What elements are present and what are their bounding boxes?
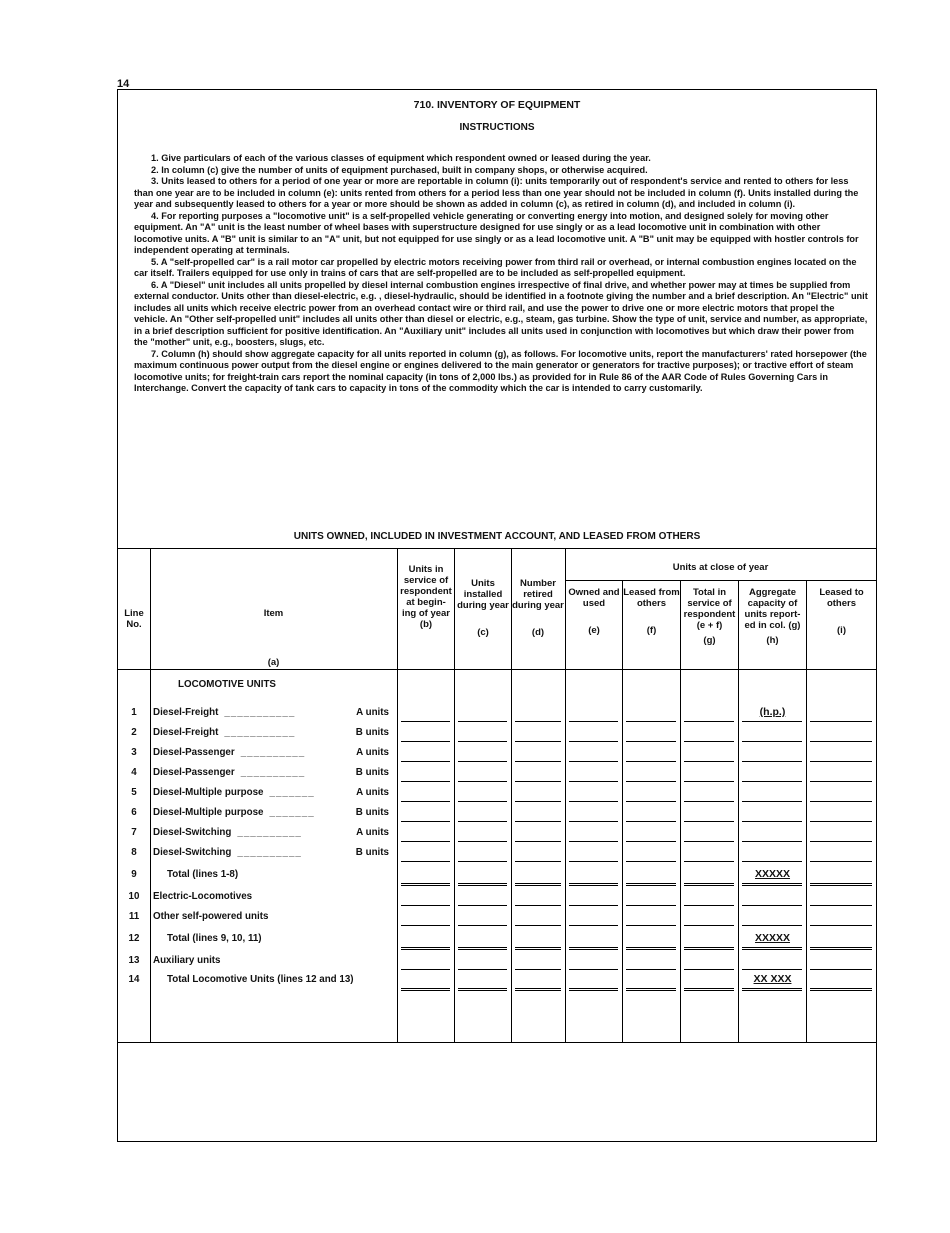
row-leader-dashes: __________ [237,827,302,838]
instruction-3: 3. Units leased to others for a period of one year or more are reportable in column (i): units temporarily out of respondent's service and rented to others for less than one year are to be included in column (e): units rented from others for a period less than one year should not be included in column (f). Units installed during the year and subsequently leased to others for a year or more should be shown as added in column (c), as retired in column (d), and included in column (i). [134,176,859,209]
entry-blank-col-d[interactable] [515,947,561,950]
entry-blank-col-g[interactable] [684,905,734,906]
row-leader-dashes: _______ [269,787,315,798]
col-h-annotation: XX XXX [753,973,792,985]
entry-blank-col-d[interactable] [515,861,561,862]
table-top-rule [118,548,876,549]
row-item-name: Diesel-Freight [153,727,219,738]
entry-blank-col-f[interactable] [626,781,676,782]
entry-blank-col-e[interactable] [569,781,618,782]
entry-blank-col-h[interactable] [742,781,802,782]
row-leader-dashes: ___________ [224,707,296,718]
entry-blank-col-b[interactable] [401,988,450,991]
entry-blank-col-f[interactable] [626,841,676,842]
entry-blank-col-b[interactable] [401,721,450,722]
col-h-annotation: XXXXX [754,868,791,880]
entry-blank-col-g[interactable] [684,781,734,782]
col-h-annotation: XXXXX [754,932,791,944]
entry-blank-col-f[interactable] [626,821,676,822]
entry-blank-col-f[interactable] [626,988,676,991]
entry-blank-col-h[interactable] [742,969,802,970]
entry-blank-col-g[interactable] [684,801,734,802]
header-col-b-label: Units in service of respondent at begin- ing of year [400,564,452,619]
instruction-1: 1. Give particulars of each of the various classes of equipment which respondent owned or leased during the year. [151,153,651,163]
entry-blank-col-c[interactable] [458,821,507,822]
entry-blank-col-i[interactable] [810,905,872,906]
entry-blank-col-g[interactable] [684,925,734,926]
entry-blank-col-d[interactable] [515,883,561,886]
entry-blank-col-h[interactable] [742,721,802,722]
row-leader-dashes: _______ [269,807,315,818]
instruction-4: 4. For reporting purposes a "locomotive unit" is a self-propelled vehicle generating or converting energy into motion, and designed solely for moving other equipment. An "A" unit is the least number of wheel bases with superstructure designed for use singly or as a lead locomotive unit in combination with other locomotive units. A "B" unit is similar to an "A" unit, but not equipped for use singly or as a lead locomotive unit. A "B" unit may be equipped with hostler controls for independent operating at terminals. [134,210,859,255]
entry-blank-col-d[interactable] [515,721,561,722]
row-unit-type: A units [356,747,389,758]
entry-blank-col-i[interactable] [810,925,872,926]
header-col-i-letter: (i) [837,625,846,636]
header-col-b-letter: (b) [419,619,433,630]
entry-blank-col-b[interactable] [401,841,450,842]
entry-blank-col-b[interactable] [401,905,450,906]
row-leader-dashes: __________ [240,747,306,758]
row-item-label [153,807,389,818]
row-line-number: 11 [128,911,140,922]
header-col-i-label: Leased to others [819,587,864,609]
entry-blank-col-c[interactable] [458,883,507,886]
group-header-rule [565,580,876,581]
header-item-letter: (a) [267,657,280,668]
row-item-label [153,787,389,798]
entry-blank-col-d[interactable] [515,925,561,926]
entry-blank-col-e[interactable] [569,721,618,722]
col-divider-e [622,580,623,1042]
instruction-5: 5. A "self-propelled car" is a rail motor car propelled by electric motors receiving power from third rail or overhead, or internal combustion engines located on the car itself. Trailers equipped for use only in trains of cars that are self-propelled are to be included as self-propelled equipment. [134,256,857,278]
entry-blank-col-h[interactable] [742,883,802,886]
row-line-number: 13 [128,955,140,966]
entry-blank-col-b[interactable] [401,969,450,970]
entry-blank-col-g[interactable] [684,883,734,886]
row-unit-type: B units [355,727,389,738]
col-divider-f [680,580,681,1042]
entry-blank-col-b[interactable] [401,781,450,782]
row-unit-type: B units [355,767,389,778]
section-heading-locomotive-units: LOCOMOTIVE UNITS [178,679,276,690]
entry-blank-col-i[interactable] [810,741,872,742]
entry-blank-col-h[interactable] [742,988,802,991]
header-col-b [399,564,453,630]
entry-blank-col-g[interactable] [684,741,734,742]
row-unit-type: A units [356,787,389,798]
row-item-label: Total Locomotive Units (lines 12 and 13) [167,974,354,985]
entry-blank-col-c[interactable] [458,925,507,926]
row-item-label [153,707,389,718]
entry-blank-col-f[interactable] [626,721,676,722]
header-col-d-label: Number retired during year [512,578,564,611]
entry-blank-col-g[interactable] [684,821,734,822]
header-col-i [807,587,876,636]
entry-blank-col-e[interactable] [569,969,618,970]
entry-blank-col-i[interactable] [810,781,872,782]
entry-blank-col-c[interactable] [458,741,507,742]
header-col-e-label: Owned and used [568,587,620,609]
entry-blank-col-d[interactable] [515,841,561,842]
entry-blank-col-i[interactable] [810,801,872,802]
entry-blank-col-e[interactable] [569,988,618,991]
page-number: 14 [117,78,130,90]
header-col-c-letter: (c) [477,627,489,638]
entry-blank-col-c[interactable] [458,761,507,762]
entry-blank-col-e[interactable] [569,741,618,742]
entry-blank-col-e[interactable] [569,761,618,762]
row-line-number: 1 [131,707,137,718]
entry-blank-col-d[interactable] [515,741,561,742]
header-item-label: Item [263,608,284,619]
entry-blank-col-b[interactable] [401,741,450,742]
entry-blank-col-f[interactable] [626,801,676,802]
entry-blank-col-f[interactable] [626,905,676,906]
entry-blank-col-i[interactable] [810,821,872,822]
entry-blank-col-d[interactable] [515,781,561,782]
col-h-annotation: (h.p.) [759,706,786,718]
entry-blank-col-c[interactable] [458,988,507,991]
row-item-label [153,827,389,838]
row-item-label [153,727,389,738]
col-divider-b [454,548,455,1042]
header-col-g [681,587,738,646]
entry-blank-col-c[interactable] [458,781,507,782]
row-item-label: Total (lines 9, 10, 11) [167,933,262,944]
header-col-c-label: Units installed during year [457,578,509,611]
row-line-number: 14 [128,974,140,985]
entry-blank-col-d[interactable] [515,988,561,991]
entry-blank-col-f[interactable] [626,883,676,886]
row-line-number: 5 [131,787,137,798]
row-item-label: Total (lines 1-8) [167,869,239,880]
header-col-f-letter: (f) [646,625,657,636]
instruction-6: 6. A "Diesel" unit includes all units propelled by diesel internal combustion engines irrespective of final drive, and whether power may at times be supplied from external conductor. Units other than diesel-electric, e.g. , diesel-hydraulic, should be identified in a footnote giving the number and a brief description. An "Electric" unit includes all units which receive electric power from an overhead contact wire or third rail, and use the power to drive one or more electric motors that propel the vehicle. An "Other self-propelled unit" includes all units other than diesel or electric, e.g., steam, gas turbine. Show the type of unit, service and number, as appropriate, in a brief description sufficient for positive identification. An "Auxiliary unit" includes all units used in conjunction with locomotives but which draw their power from the "mother" unit, e.g., boosters, slugs, etc. [134,279,868,347]
table-bottom-rule [118,1042,876,1043]
header-col-c [456,578,510,638]
entry-blank-col-g[interactable] [684,721,734,722]
row-item-name: Diesel-Switching [153,847,232,858]
entry-blank-col-h[interactable] [742,841,802,842]
row-item-name: Diesel-Passenger [153,767,235,778]
entry-blank-col-d[interactable] [515,969,561,970]
table-caption: UNITS OWNED, INCLUDED IN INVESTMENT ACCOUNT, AND LEASED FROM OTHERS [293,531,701,542]
entry-blank-col-i[interactable] [810,841,872,842]
entry-blank-col-g[interactable] [684,861,734,862]
entry-blank-col-d[interactable] [515,761,561,762]
entry-blank-col-d[interactable] [515,905,561,906]
row-line-number: 7 [131,827,137,838]
row-item-name: Diesel-Freight [153,707,219,718]
entry-blank-col-i[interactable] [810,883,872,886]
instructions-heading: INSTRUCTIONS [459,122,535,133]
header-col-d-letter: (d) [531,627,545,638]
row-line-number: 9 [131,869,137,880]
entry-blank-col-f[interactable] [626,861,676,862]
col-divider-a [397,548,398,1042]
row-unit-type: B units [355,807,389,818]
entry-blank-col-e[interactable] [569,947,618,950]
row-item-label: Auxiliary units [153,955,221,966]
entry-blank-col-e[interactable] [569,905,618,906]
entry-blank-col-f[interactable] [626,947,676,950]
entry-blank-col-h[interactable] [742,861,802,862]
entry-blank-col-h[interactable] [742,801,802,802]
entry-blank-col-h[interactable] [742,821,802,822]
entry-blank-col-e[interactable] [569,801,618,802]
entry-blank-col-i[interactable] [810,969,872,970]
entry-blank-col-b[interactable] [401,883,450,886]
entry-blank-col-b[interactable] [401,801,450,802]
header-col-f-label: Leased from others [623,587,680,609]
entry-blank-col-g[interactable] [684,841,734,842]
entry-blank-col-b[interactable] [401,947,450,950]
col-divider-h [806,580,807,1042]
instruction-7: 7. Column (h) should show aggregate capacity for all units reported in column (g), as follows. For locomotive units, report the manufacturers' rated horsepower (the maximum continuous power output from the diesel engine or engines delivered to the main generator or generators for tractive purposes); or tractive effort of steam locomotive units; for freight-train cars report the nominal capacity (in tons of 2,000 lbs.) as provided for in Rule 86 of the AAR Code of Rules Governing Cars in Interchange. Convert the capacity of tank cars to capacity in tons of the commodity which the car is intended to carry customarily. [134,348,867,393]
entry-blank-col-i[interactable] [810,761,872,762]
row-unit-type: A units [356,827,389,838]
entry-blank-col-g[interactable] [684,988,734,991]
entry-blank-col-d[interactable] [515,801,561,802]
row-line-number: 6 [131,807,137,818]
header-col-g-label: Total in service of respondent (e + f) [683,587,736,631]
entry-blank-col-c[interactable] [458,841,507,842]
header-col-h-label: Aggregate capacity of units report- ed in col. (g) [744,587,801,631]
row-item-label: Electric-Locomotives [153,891,253,902]
row-line-number: 12 [128,933,140,944]
entry-blank-col-b[interactable] [401,861,450,862]
entry-blank-col-e[interactable] [569,861,618,862]
row-item-name: Diesel-Multiple purpose [153,787,264,798]
entry-blank-col-i[interactable] [810,861,872,862]
entry-blank-col-h[interactable] [742,925,802,926]
entry-blank-col-g[interactable] [684,947,734,950]
entry-blank-col-g[interactable] [684,761,734,762]
entry-blank-col-h[interactable] [742,741,802,742]
row-line-number: 8 [131,847,137,858]
entry-blank-col-f[interactable] [626,761,676,762]
row-leader-dashes: __________ [237,847,302,858]
entry-blank-col-f[interactable] [626,925,676,926]
entry-blank-col-h[interactable] [742,905,802,906]
entry-blank-col-c[interactable] [458,947,507,950]
header-line-no: Line No. [124,608,144,630]
instruction-2: 2. In column (c) give the number of units of equipment purchased, built in company shops, or otherwise acquired. [151,164,648,175]
header-col-e-letter: (e) [588,625,600,636]
entry-blank-col-e[interactable] [569,925,618,926]
entry-blank-col-h[interactable] [742,761,802,762]
entry-blank-col-g[interactable] [684,969,734,970]
row-line-number: 4 [131,767,137,778]
entry-blank-col-e[interactable] [569,841,618,842]
entry-blank-col-b[interactable] [401,925,450,926]
row-line-number: 3 [131,747,137,758]
header-group-close-of-year: Units at close of year [672,562,769,573]
entry-blank-col-e[interactable] [569,883,618,886]
header-col-e [566,587,622,636]
entry-blank-col-c[interactable] [458,721,507,722]
header-bottom-rule [118,669,876,670]
entry-blank-col-i[interactable] [810,988,872,991]
row-item-name: Diesel-Passenger [153,747,235,758]
entry-blank-col-c[interactable] [458,905,507,906]
row-item-name: Diesel-Multiple purpose [153,807,264,818]
row-line-number: 10 [128,891,140,902]
entry-blank-col-h[interactable] [742,947,802,950]
header-col-d [512,578,564,638]
header-col-f [623,587,680,636]
entry-blank-col-f[interactable] [626,741,676,742]
row-leader-dashes: __________ [240,767,306,778]
row-line-number: 2 [131,727,137,738]
row-leader-dashes: ___________ [224,727,296,738]
row-item-label [153,847,389,858]
header-col-h [739,587,806,646]
header-item [150,608,397,668]
row-item-label [153,767,389,778]
entry-blank-col-b[interactable] [401,821,450,822]
entry-blank-col-c[interactable] [458,801,507,802]
entry-blank-col-f[interactable] [626,969,676,970]
header-col-g-letter: (g) [703,635,716,646]
header-col-h-letter: (h) [766,635,779,646]
entry-blank-col-i[interactable] [810,947,872,950]
entry-blank-col-c[interactable] [458,969,507,970]
entry-blank-col-d[interactable] [515,821,561,822]
section-title: 710. INVENTORY OF EQUIPMENT [413,99,581,111]
entry-blank-col-b[interactable] [401,761,450,762]
instructions-list [134,153,869,395]
entry-blank-col-c[interactable] [458,861,507,862]
row-item-label: Other self-powered units [153,911,269,922]
entry-blank-col-i[interactable] [810,721,872,722]
inventory-form [117,89,877,1142]
row-unit-type: A units [356,707,389,718]
entry-blank-col-e[interactable] [569,821,618,822]
row-item-label [153,747,389,758]
row-item-name: Diesel-Switching [153,827,232,838]
row-unit-type: B units [355,847,389,858]
